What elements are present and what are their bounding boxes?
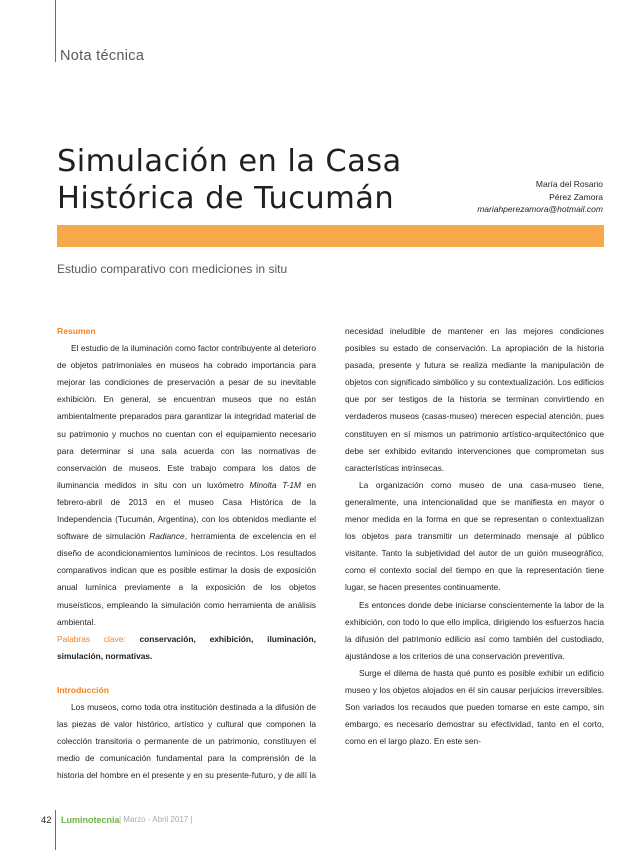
issue-date: | Marzo - Abril 2017 | — [119, 815, 193, 824]
article-subtitle: Estudio comparativo con mediciones in situ — [57, 262, 288, 276]
footer-vertical-rule — [55, 810, 56, 850]
introduccion-paragraph-3: Es entonces donde debe iniciarse conscientemente la labor de la exhibición, con todo lo que ello implica, dirigiendo los esfuerzos hacia la difusión del patrimonio edilicio así como también del custodiado, ajustándose a los criterios de una conservación preventiva. — [345, 599, 604, 661]
magazine-name: Luminotecnia — [61, 815, 120, 825]
title-accent-bar — [57, 225, 604, 247]
resumen-text-1: El estudio de la iluminación como factor contribuyente al deterioro de objetos patrimoniales en museos ha cobrado importancia para mejorar las condiciones de preservación a pesar de su inevitable exhibición. En general, se encuentran museos que no están ambientalmente preparados para garantizar la integridad material de su patrimonio y muchos no cuentan con el equipamiento necesario para determinar si una sala acuerda con las normativas de conservación de museos. Este trabajo compara los datos de iluminancia medidos in situ con un luxómetro — [57, 343, 316, 490]
resumen-software: Radiance — [149, 531, 185, 542]
section-label: Nota técnica — [60, 48, 145, 64]
resumen-text-2: en febrero-abril de 2013 en el museo Casa Histórica de la Independencia (Tucumán, Argentina), con los obtenidos mediante el software de simulación — [57, 479, 317, 542]
author-name-line-1: María del Rosario — [535, 179, 603, 189]
section-gap — [57, 665, 316, 682]
keywords-list: conservación, exhibición, iluminación, simulación, normativas. — [57, 633, 316, 661]
author-name-line-2: Pérez Zamora — [549, 191, 603, 202]
introduccion-paragraph-4: Surge el dilema de hasta qué punto es posible exhibir un edificio museo y los objetos alojados en él sin causar perjuicios irreversibles. Son variados los recaudos que pueden tomarse en este campo, sin embargo, es necesario demostrar su efectividad, tanto en el corto, como en el largo plazo. En este sen- — [345, 667, 604, 747]
title-line-2: Histórica de Tucumán — [57, 181, 395, 216]
introduccion-paragraph-1-continued: necesidad ineludible de mantener en las mejores condiciones posibles su estado de conservación. La apropiación de la historia pasada, presente y futura se realiza mediante la manipulación de objetos con significado simbólico y su contextualización. Los edificios que por ser testigos de la historia se terminan convirtiendo en verdaderos museos (casas-museo) merecen especial atención, pues constituyen en sí mismos un patrimonio artístico-arquitectónico que debe ser exhibido evitando intervenciones que comprometan sus características intrínsecas. — [345, 326, 604, 473]
title-line-1: Simulación en la Casa — [57, 144, 402, 179]
introduccion-paragraph-1: Los museos, como toda otra institución destinada a la difusión de las piezas de valor histórico, artístico y cultural que componen la colección transitoria o permanente de un patrimonio, constituyen el medio de comunicación fundamental para la comprensión de la historia del hombre en el presente y en su presente-futuro, y de allí la — [57, 701, 316, 781]
keywords-label: Palabras clave: — [57, 633, 126, 644]
page-number: 42 — [41, 815, 52, 826]
resumen-paragraph — [57, 340, 316, 631]
resumen-text-3: , herramienta de excelencia en el diseño de acondicionamientos lumínicos de recintos. Los resultados comparativos indican que es posible estimar la dosis de exposición anual lumínica previamente a la exposición de los objetos museísticos, empleando la simulación como herramienta de análisis ambiental. — [57, 531, 317, 627]
keywords-line — [57, 631, 316, 665]
author-block — [477, 178, 603, 216]
column-right — [345, 323, 604, 750]
introduccion-paragraph-2: La organización como museo de una casa-museo tiene, generalmente, una intencionalidad que se manifiesta en mayor o menor medida en la forma en que se representan o contextualizan los objetos para transmitir un determinado mensaje al público visitante. Tanto la subjetividad del autor de un guión museográfico, como el contexto social del tiempo en que la representación tiene lugar, se hacen presentes continuamente. — [345, 479, 604, 593]
column-left — [57, 323, 316, 784]
resumen-device: Minolta T-1M — [249, 479, 301, 490]
page-footer — [0, 808, 638, 850]
article-title — [57, 143, 402, 217]
introduccion-heading: Introducción — [57, 684, 110, 695]
top-vertical-rule — [55, 0, 56, 62]
resumen-heading: Resumen — [57, 326, 96, 336]
author-email: mariahperezamora@hotmail.com — [477, 204, 603, 214]
